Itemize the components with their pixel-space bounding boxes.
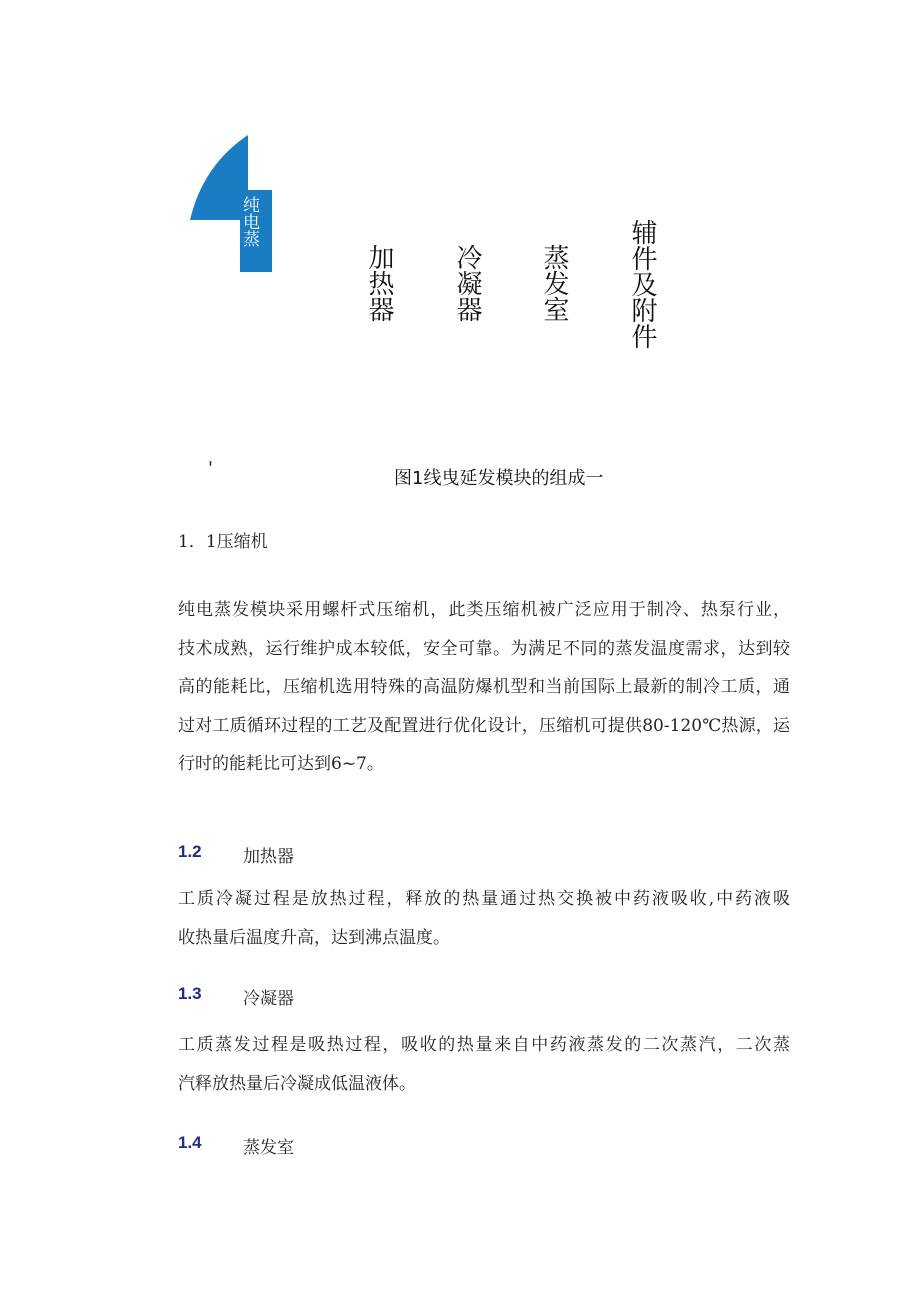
figure-label-condenser: 冷凝器 (452, 244, 482, 322)
figure-label-accessories: 辅件及附件 (627, 219, 657, 349)
section-heading-1-1 (178, 527, 268, 552)
paragraph-line: 工质冷凝过程是放热过程，释放的热量通过热交换被中药液吸收,中药液吸 (178, 889, 790, 909)
section-paragraph-1-3 (178, 1026, 790, 1103)
paragraph-line: 收热量后温度升高，达到沸点温度。 (178, 927, 450, 948)
heading-number: 1.4 (178, 1133, 202, 1152)
paragraph-line: 高的能耗比，压缩机选用特殊的高温防爆机型和当前国际上最新的制冷工质，通 (178, 677, 790, 697)
section-heading-1-2 (178, 842, 294, 867)
paragraph-line: 纯电蒸发模块采用螺杆式压缩机，此类压缩机被广泛应用于制冷、热泵行业， (178, 600, 790, 620)
figure-label-heater: 加热器 (364, 244, 394, 322)
heading-number: 1．1 (178, 532, 217, 552)
paragraph-line: 汽释放热量后冷凝成低温液体。 (178, 1073, 416, 1094)
stray-mark: ' (208, 458, 213, 479)
section-heading-1-3 (178, 984, 294, 1009)
figure-blue-label: 纯电蒸 (239, 196, 259, 247)
section-paragraph-1-1 (178, 591, 790, 784)
heading-label: 压缩机 (216, 532, 268, 552)
heading-label: 冷凝器 (243, 989, 294, 1009)
paragraph-line: 技术成熟，运行维护成本较低，安全可靠。为满足不同的蒸发温度需求，达到较 (178, 638, 790, 659)
figure-label-evaporator: 蒸发室 (539, 244, 569, 322)
section-heading-1-4 (178, 1133, 294, 1158)
heading-number: 1.2 (178, 842, 202, 861)
paragraph-line: 行时的能耗比可达到6~7。 (178, 754, 384, 774)
blue-quarter-shape (188, 135, 278, 275)
heading-label: 蒸发室 (243, 1138, 294, 1158)
heading-label: 加热器 (243, 847, 294, 867)
heading-number: 1.3 (178, 984, 202, 1003)
paragraph-line: 过对工质循环过程的工艺及配置进行优化设计，压缩机可提供80-120℃热源，运 (178, 715, 790, 736)
section-paragraph-1-2 (178, 880, 790, 957)
figure-caption: 图1线曳延发模块的组成一 (394, 468, 604, 489)
paragraph-line: 工质蒸发过程是吸热过程，吸收的热量来自中药液蒸发的二次蒸汽，二次蒸 (178, 1035, 790, 1055)
